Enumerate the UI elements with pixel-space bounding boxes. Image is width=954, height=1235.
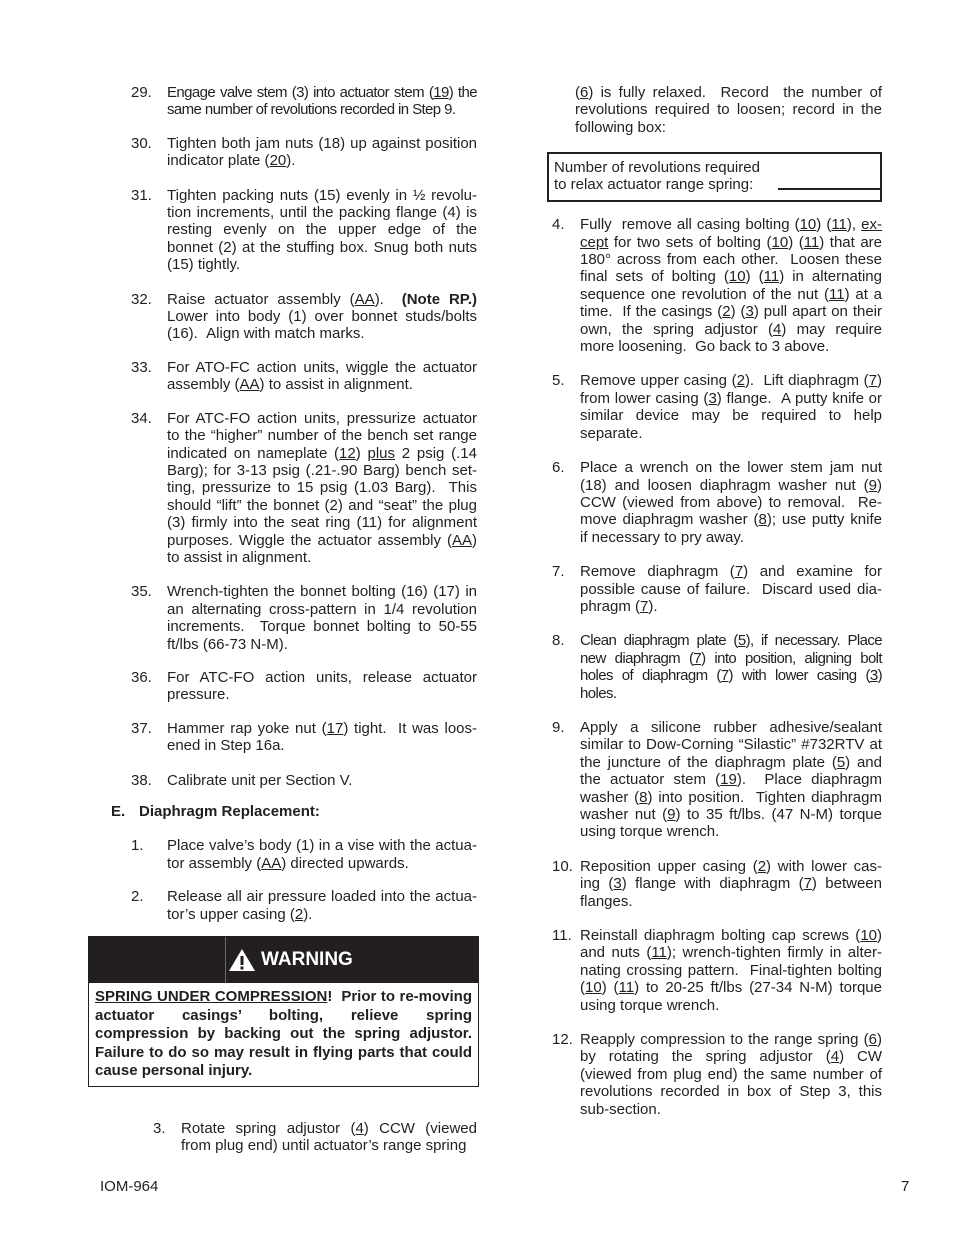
warning-triangle-icon — [228, 948, 256, 972]
step-12 — [547, 1031, 882, 1118]
step-text: Clean diaphragm plate (5), if necessary. Place new diaphragm (7) into position, aligning bolt holes of diaphragm (7) with lower casing (3) holes. — [580, 632, 883, 702]
step-text: Tighten packing nuts (15) evenly in ½ revolu-tion increments, until the packing flange (4) is resting evenly on the upper edge of the bonnet (2) at the stuffing box. Snug both nuts (15) tightly. — [167, 186, 477, 274]
step-number: 5. — [552, 372, 565, 390]
step-number: 3. — [153, 1120, 166, 1137]
left-column — [90, 84, 477, 1155]
section-letter: E. — [111, 803, 126, 820]
warning-divider — [225, 937, 226, 983]
step-text: Reapply compression to the range spring (6) by rotating the spring adjustor (4) CW (viewed from plug end) the same number of revolutions recorded in box of Step 3, this sub-section. — [580, 1031, 883, 1118]
step-number: 11. — [552, 927, 572, 945]
step-text: Place a wrench on the lower stem jam nut (18) and loosen diaphragm washer nut (9) CCW (viewed from above) to removal. Re-move diaphragm washer (8); use putty knife if necessary to pry away. — [580, 459, 882, 546]
section-title: Diaphragm Replacement: — [139, 803, 320, 820]
step-36 — [90, 669, 477, 704]
step-3-continuation: (6) is fully relaxed. Record the number of revolutions required to loosen; record in the following box: — [575, 84, 882, 136]
step-4 — [547, 216, 882, 355]
revolutions-record-box — [547, 152, 882, 202]
step-number: 6. — [552, 459, 565, 477]
step-number: 7. — [552, 563, 565, 581]
step-number: 35. — [131, 583, 152, 601]
warning-box — [88, 936, 479, 1087]
record-box-line2: to relax actuator range spring: — [554, 176, 754, 194]
step-number: 33. — [131, 358, 152, 376]
step-37 — [90, 720, 477, 755]
step-31 — [90, 187, 477, 274]
step-38 — [90, 772, 477, 789]
step-34 — [90, 410, 477, 567]
step-number: 36. — [131, 668, 152, 686]
warning-title: WARNING — [261, 949, 353, 971]
step-text: For ATO-FC action units, wiggle the actuator assembly (AA) to assist in alignment. — [167, 358, 477, 394]
step-number: 34. — [131, 409, 152, 427]
step-text: Hammer rap yoke nut (17) tight. It was loos-ened in Step 16a. — [167, 719, 478, 755]
step-text: Apply a silicone rubber adhesive/sealant similar to Dow-Corning “Silastic” #732RTV at the juncture of the diaphragm plate (5) and the actuator stem (19). Place diaphragm washer (8) into position. Tighten diaphragm washer nut (9) to 35 ft/lbs. (47 N-M) torque using torque wrench. — [580, 718, 882, 841]
step-text: Engage valve stem (3) into actuator stem (19) the same number of revolutions recorded in Step 9. — [167, 84, 477, 119]
warning-header — [89, 937, 478, 983]
step-1 — [90, 837, 477, 872]
step-text: Raise actuator assembly (AA). (Note RP.) Lower into body (1) over bonnet studs/bolts (16). Align with match marks. — [167, 290, 478, 343]
section-heading — [90, 803, 477, 820]
step-30 — [90, 135, 477, 170]
step-3 — [90, 1120, 477, 1155]
step-number: 31. — [131, 186, 152, 204]
footer-doc-id: IOM-964 — [100, 1178, 159, 1195]
step-11 — [547, 927, 882, 1014]
step-2 — [90, 888, 477, 923]
step-number: 4. — [552, 216, 565, 234]
step-29 — [90, 84, 477, 119]
step-text: Place valve’s body (1) in a vise with the actua-tor assembly (AA) directed upwards. — [167, 837, 477, 872]
step-text: Remove upper casing (2). Lift diaphragm (7) from lower casing (3) flange. A putty knife or similar device may be required to help separate. — [580, 372, 883, 442]
step-number: 10. — [552, 857, 573, 875]
footer-page-number: 7 — [901, 1178, 910, 1195]
step-35 — [90, 583, 477, 653]
step-number: 29. — [131, 84, 152, 101]
step-number: 38. — [131, 771, 152, 789]
step-number: 8. — [552, 632, 565, 650]
record-box-line1: Number of revolutions required — [554, 159, 760, 177]
warning-body: SPRING UNDER COMPRESSION! Prior to re-moving actuator casings’ bolting, relieve spring compression by backing out the spring adjustor. Failure to do so may result in flying parts that could cause personal injury. — [95, 988, 473, 1080]
step-number: 1. — [131, 837, 144, 855]
step-number: 32. — [131, 290, 152, 308]
step-text: Fully remove all casing bolting (10) (11), ex-cept for two sets of bolting (10) (11) that are 180° across from each other. Loosen these final sets of bolting (10) (11) in alternating sequence one revolution of the nut (11) at a time. If the casings (2) (3) pull apart on their own, the spring adjustor (4) may require more loosening. Go back to 3 above. — [580, 216, 883, 356]
record-box-entry-line — [778, 188, 881, 190]
step-number: 9. — [552, 718, 565, 736]
step-5 — [547, 372, 882, 442]
step-7 — [547, 563, 882, 615]
step-number: 30. — [131, 134, 152, 152]
step-text: Reinstall diaphragm bolting cap screws (10) and nuts (11); wrench-tighten firmly in alter-nating crossing pattern. Final-tighten bolting (10) (11) to 20-25 ft/lbs (27-34 N-M) torque using torque wrench. — [580, 927, 882, 1014]
step-text: Reposition upper casing (2) with lower cas-ing (3) flange with diaphragm (7) between flanges. — [580, 857, 882, 910]
step-text: Rotate spring adjustor (4) CCW (viewed from plug end) until actuator’s range spring — [181, 1120, 477, 1155]
step-8 — [547, 632, 882, 702]
step-33 — [90, 359, 477, 394]
step-text: Remove diaphragm (7) and examine for possible cause of failure. Discard used dia-phragm (7). — [580, 563, 882, 615]
step-text: Tighten both jam nuts (18) up against position indicator plate (20). — [167, 134, 477, 170]
right-column — [547, 84, 882, 1118]
step-text: For ATC-FO action units, release actuator pressure. — [167, 668, 477, 704]
step-text: For ATC-FO action units, pressurize actuator to the “higher” number of the bench set range indicated on nameplate (12) plus 2 psig (.14 Barg); for 3-13 psig (.21-.90 Barg) bench set-ting, pressurize to 15 psig (1.03 Barg). This should “lift” the bonnet (2) and “seat” the plug (3) firmly into the seat ring (11) for alignment purposes. Wiggle the actuator assembly (AA) to assist in alignment. — [167, 409, 477, 566]
right-steps-list — [547, 216, 882, 1118]
step-6 — [547, 459, 882, 546]
step-number: 12. — [552, 1031, 573, 1049]
step-text: Release all air pressure loaded into the actua-tor’s upper casing (2). — [167, 888, 477, 923]
step-9 — [547, 719, 882, 841]
step-number: 37. — [131, 719, 152, 737]
step-32 — [90, 291, 477, 343]
step-text: Calibrate unit per Section V. — [167, 771, 353, 789]
left-steps-list — [90, 84, 477, 789]
sub-steps-list — [90, 837, 477, 923]
step-10 — [547, 858, 882, 910]
step-number: 2. — [131, 888, 144, 906]
step-text: Wrench-tighten the bonnet bolting (16) (17) in an alternating cross-pattern in 1/4 revolution increments. Torque bonnet bolting to 50-55 ft/lbs (66-73 N-M). — [167, 583, 477, 653]
